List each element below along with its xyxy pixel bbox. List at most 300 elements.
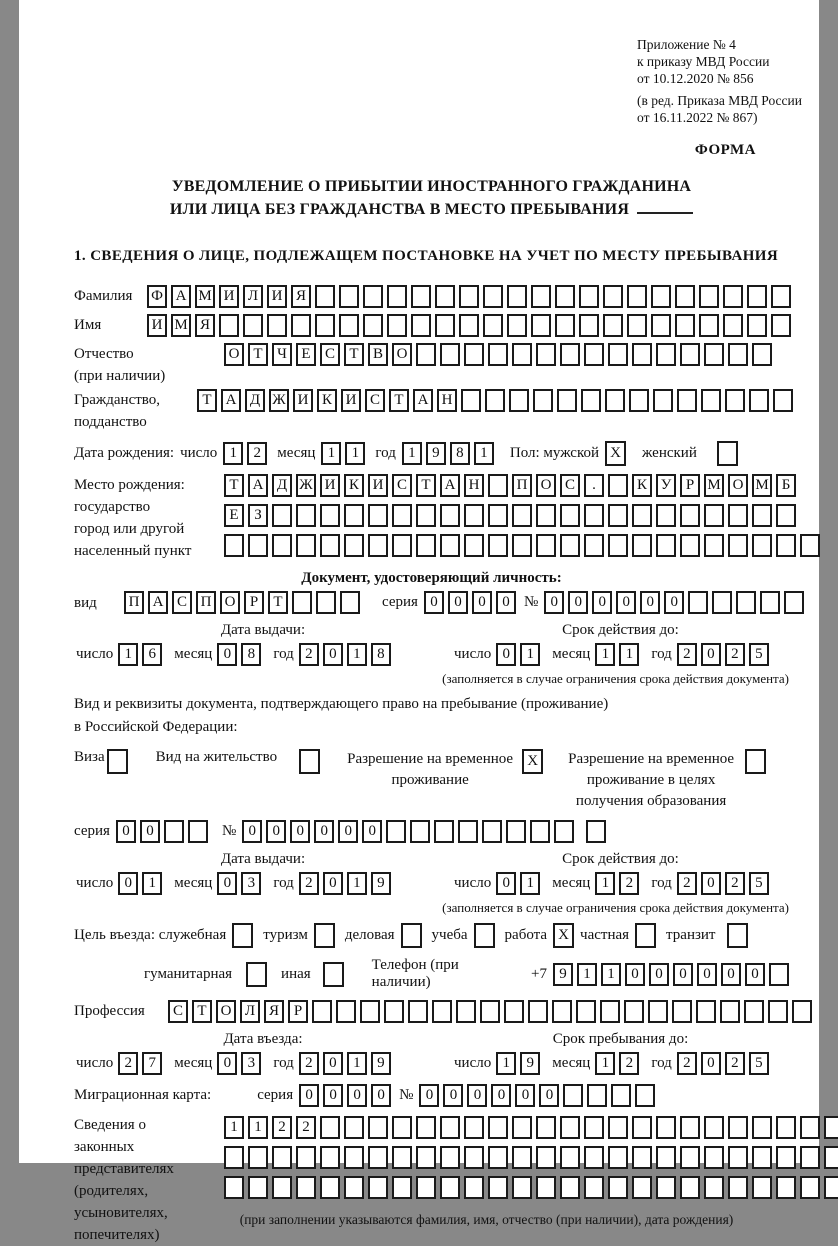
char-cell[interactable]: К: [344, 474, 364, 497]
char-cell[interactable]: [632, 343, 652, 366]
char-cell[interactable]: 1: [520, 872, 540, 895]
char-cell[interactable]: [752, 343, 772, 366]
char-cell[interactable]: [464, 534, 484, 557]
char-cell[interactable]: [560, 504, 580, 527]
char-cell[interactable]: [776, 1176, 796, 1199]
char-cell[interactable]: 0: [496, 872, 516, 895]
char-cell[interactable]: М: [752, 474, 772, 497]
char-cell[interactable]: О: [536, 474, 556, 497]
char-cell[interactable]: [624, 1000, 644, 1023]
char-cell[interactable]: [440, 1146, 460, 1169]
char-cell[interactable]: [340, 591, 360, 614]
char-cell[interactable]: Т: [416, 474, 436, 497]
char-cell[interactable]: С: [320, 343, 340, 366]
char-cell[interactable]: [368, 1146, 388, 1169]
char-cell[interactable]: И: [147, 314, 167, 337]
char-cell[interactable]: [720, 1000, 740, 1023]
char-cell[interactable]: [272, 504, 292, 527]
char-cell[interactable]: 2: [296, 1116, 316, 1139]
char-cell[interactable]: [506, 820, 526, 843]
char-cell[interactable]: [555, 314, 575, 337]
checkbox-rvp[interactable]: X: [522, 749, 543, 774]
char-cell[interactable]: И: [341, 389, 361, 412]
char-cell[interactable]: [608, 343, 628, 366]
char-cell[interactable]: [536, 534, 556, 557]
char-cell[interactable]: [587, 1084, 607, 1107]
char-cell[interactable]: 0: [467, 1084, 487, 1107]
char-cell[interactable]: 1: [347, 1052, 367, 1075]
char-cell[interactable]: [704, 1116, 724, 1139]
char-cell[interactable]: 2: [619, 872, 639, 895]
char-cell[interactable]: [579, 285, 599, 308]
char-cell[interactable]: [725, 389, 745, 412]
char-cell[interactable]: Р: [680, 474, 700, 497]
char-cell[interactable]: [579, 314, 599, 337]
char-cell[interactable]: [384, 1000, 404, 1023]
char-cell[interactable]: 2: [725, 872, 745, 895]
char-cell[interactable]: [584, 1176, 604, 1199]
char-cell[interactable]: 6: [142, 643, 162, 666]
char-cell[interactable]: [699, 314, 719, 337]
char-cell[interactable]: [635, 1084, 655, 1107]
char-cell[interactable]: 5: [749, 872, 769, 895]
char-cell[interactable]: [530, 820, 550, 843]
char-cell[interactable]: 8: [371, 643, 391, 666]
char-cell[interactable]: Р: [288, 1000, 308, 1023]
char-cell[interactable]: Я: [195, 314, 215, 337]
char-cell[interactable]: [459, 285, 479, 308]
char-cell[interactable]: [629, 389, 649, 412]
char-cell[interactable]: [824, 1116, 838, 1139]
char-cell[interactable]: [248, 534, 268, 557]
char-cell[interactable]: [316, 591, 336, 614]
char-cell[interactable]: [560, 534, 580, 557]
checkbox-business[interactable]: [401, 923, 422, 948]
char-cell[interactable]: [488, 1116, 508, 1139]
char-cell[interactable]: Е: [224, 504, 244, 527]
char-cell[interactable]: 0: [701, 872, 721, 895]
char-cell[interactable]: [651, 314, 671, 337]
char-cell[interactable]: 2: [725, 643, 745, 666]
checkbox-other[interactable]: [323, 962, 344, 987]
char-cell[interactable]: [773, 389, 793, 412]
char-cell[interactable]: 1: [223, 442, 243, 465]
char-cell[interactable]: 1: [619, 643, 639, 666]
char-cell[interactable]: 0: [362, 820, 382, 843]
char-cell[interactable]: И: [320, 474, 340, 497]
char-cell[interactable]: [555, 285, 575, 308]
char-cell[interactable]: 0: [323, 1084, 343, 1107]
char-cell[interactable]: [336, 1000, 356, 1023]
char-cell[interactable]: 5: [749, 643, 769, 666]
char-cell[interactable]: 0: [290, 820, 310, 843]
char-cell[interactable]: [704, 1176, 724, 1199]
char-cell[interactable]: [512, 1116, 532, 1139]
char-cell[interactable]: 1: [321, 442, 341, 465]
char-cell[interactable]: [386, 820, 406, 843]
char-cell[interactable]: [488, 1176, 508, 1199]
char-cell[interactable]: С: [172, 591, 192, 614]
char-cell[interactable]: Я: [264, 1000, 284, 1023]
char-cell[interactable]: Ф: [147, 285, 167, 308]
char-cell[interactable]: 1: [577, 963, 597, 986]
char-cell[interactable]: [704, 504, 724, 527]
char-cell[interactable]: И: [267, 285, 287, 308]
char-cell[interactable]: [483, 285, 503, 308]
char-cell[interactable]: 0: [544, 591, 564, 614]
char-cell[interactable]: 0: [568, 591, 588, 614]
char-cell[interactable]: М: [195, 285, 215, 308]
char-cell[interactable]: [488, 474, 508, 497]
char-cell[interactable]: [603, 314, 623, 337]
char-cell[interactable]: [344, 1176, 364, 1199]
char-cell[interactable]: [272, 534, 292, 557]
char-cell[interactable]: 3: [241, 872, 261, 895]
checkbox-visa[interactable]: [107, 749, 128, 774]
char-cell[interactable]: [704, 534, 724, 557]
char-cell[interactable]: 0: [443, 1084, 463, 1107]
char-cell[interactable]: [464, 1116, 484, 1139]
char-cell[interactable]: [363, 314, 383, 337]
char-cell[interactable]: [224, 1176, 244, 1199]
char-cell[interactable]: [752, 1176, 772, 1199]
char-cell[interactable]: [675, 314, 695, 337]
char-cell[interactable]: [552, 1000, 572, 1023]
char-cell[interactable]: [461, 389, 481, 412]
char-cell[interactable]: [507, 314, 527, 337]
checkbox-humanitarian[interactable]: [246, 962, 267, 987]
char-cell[interactable]: [608, 504, 628, 527]
char-cell[interactable]: [680, 1176, 700, 1199]
char-cell[interactable]: [608, 534, 628, 557]
char-cell[interactable]: [512, 504, 532, 527]
char-cell[interactable]: [164, 820, 184, 843]
char-cell[interactable]: 0: [496, 643, 516, 666]
char-cell[interactable]: [435, 285, 455, 308]
char-cell[interactable]: [728, 504, 748, 527]
char-cell[interactable]: [608, 474, 628, 497]
char-cell[interactable]: [712, 591, 732, 614]
char-cell[interactable]: [440, 534, 460, 557]
char-cell[interactable]: 0: [118, 872, 138, 895]
char-cell[interactable]: [632, 1146, 652, 1169]
char-cell[interactable]: 1: [496, 1052, 516, 1075]
char-cell[interactable]: [464, 1176, 484, 1199]
char-cell[interactable]: 1: [345, 442, 365, 465]
char-cell[interactable]: [528, 1000, 548, 1023]
char-cell[interactable]: Н: [437, 389, 457, 412]
char-cell[interactable]: [272, 1146, 292, 1169]
char-cell[interactable]: [749, 389, 769, 412]
char-cell[interactable]: [485, 389, 505, 412]
char-cell[interactable]: [291, 314, 311, 337]
char-cell[interactable]: [632, 504, 652, 527]
char-cell[interactable]: [243, 314, 263, 337]
char-cell[interactable]: 1: [595, 872, 615, 895]
char-cell[interactable]: [680, 1116, 700, 1139]
char-cell[interactable]: А: [440, 474, 460, 497]
char-cell[interactable]: [392, 1116, 412, 1139]
char-cell[interactable]: В: [368, 343, 388, 366]
char-cell[interactable]: [483, 314, 503, 337]
char-cell[interactable]: [536, 504, 556, 527]
char-cell[interactable]: [392, 1176, 412, 1199]
char-cell[interactable]: [557, 389, 577, 412]
char-cell[interactable]: [800, 534, 820, 557]
char-cell[interactable]: [728, 343, 748, 366]
char-cell[interactable]: 0: [299, 1084, 319, 1107]
char-cell[interactable]: [368, 534, 388, 557]
char-cell[interactable]: [656, 504, 676, 527]
char-cell[interactable]: [653, 389, 673, 412]
char-cell[interactable]: [315, 314, 335, 337]
char-cell[interactable]: [747, 285, 767, 308]
char-cell[interactable]: А: [148, 591, 168, 614]
checkbox-tourism[interactable]: [314, 923, 335, 948]
char-cell[interactable]: [769, 963, 789, 986]
char-cell[interactable]: 0: [496, 591, 516, 614]
char-cell[interactable]: [632, 534, 652, 557]
char-cell[interactable]: 2: [677, 643, 697, 666]
char-cell[interactable]: [344, 1116, 364, 1139]
char-cell[interactable]: Ж: [269, 389, 289, 412]
char-cell[interactable]: [584, 534, 604, 557]
char-cell[interactable]: [408, 1000, 428, 1023]
char-cell[interactable]: [320, 1176, 340, 1199]
char-cell[interactable]: [219, 314, 239, 337]
char-cell[interactable]: 0: [217, 872, 237, 895]
char-cell[interactable]: [531, 285, 551, 308]
char-cell[interactable]: 0: [323, 643, 343, 666]
checkbox-rvp-edu[interactable]: [745, 749, 766, 774]
char-cell[interactable]: [512, 534, 532, 557]
char-cell[interactable]: [760, 591, 780, 614]
char-cell[interactable]: [536, 1176, 556, 1199]
checkbox-residence-permit[interactable]: [299, 749, 320, 774]
char-cell[interactable]: [728, 1176, 748, 1199]
char-cell[interactable]: [224, 534, 244, 557]
char-cell[interactable]: 1: [347, 643, 367, 666]
char-cell[interactable]: [392, 504, 412, 527]
char-cell[interactable]: 2: [677, 1052, 697, 1075]
char-cell[interactable]: [507, 285, 527, 308]
char-cell[interactable]: [608, 1116, 628, 1139]
char-cell[interactable]: [440, 1176, 460, 1199]
char-cell[interactable]: [411, 314, 431, 337]
char-cell[interactable]: 0: [217, 643, 237, 666]
char-cell[interactable]: [752, 534, 772, 557]
char-cell[interactable]: Т: [389, 389, 409, 412]
char-cell[interactable]: [656, 1176, 676, 1199]
char-cell[interactable]: [768, 1000, 788, 1023]
char-cell[interactable]: С: [365, 389, 385, 412]
char-cell[interactable]: О: [216, 1000, 236, 1023]
char-cell[interactable]: [536, 343, 556, 366]
char-cell[interactable]: [392, 1146, 412, 1169]
char-cell[interactable]: [656, 1146, 676, 1169]
char-cell[interactable]: 9: [371, 872, 391, 895]
char-cell[interactable]: [824, 1146, 838, 1169]
char-cell[interactable]: [776, 1116, 796, 1139]
char-cell[interactable]: [411, 285, 431, 308]
char-cell[interactable]: [627, 314, 647, 337]
char-cell[interactable]: 0: [697, 963, 717, 986]
char-cell[interactable]: 9: [426, 442, 446, 465]
char-cell[interactable]: [320, 534, 340, 557]
char-cell[interactable]: [632, 1176, 652, 1199]
checkbox-official[interactable]: [232, 923, 253, 948]
char-cell[interactable]: О: [224, 343, 244, 366]
char-cell[interactable]: [392, 534, 412, 557]
char-cell[interactable]: 5: [749, 1052, 769, 1075]
char-cell[interactable]: [771, 314, 791, 337]
char-cell[interactable]: А: [171, 285, 191, 308]
char-cell[interactable]: 0: [371, 1084, 391, 1107]
char-cell[interactable]: [488, 343, 508, 366]
char-cell[interactable]: [344, 504, 364, 527]
char-cell[interactable]: [456, 1000, 476, 1023]
char-cell[interactable]: [464, 504, 484, 527]
char-cell[interactable]: 0: [701, 1052, 721, 1075]
char-cell[interactable]: [586, 820, 606, 843]
char-cell[interactable]: 0: [323, 872, 343, 895]
char-cell[interactable]: П: [196, 591, 216, 614]
char-cell[interactable]: 1: [402, 442, 422, 465]
char-cell[interactable]: Т: [192, 1000, 212, 1023]
char-cell[interactable]: [752, 1146, 772, 1169]
char-cell[interactable]: М: [704, 474, 724, 497]
char-cell[interactable]: [680, 534, 700, 557]
char-cell[interactable]: 0: [314, 820, 334, 843]
char-cell[interactable]: 1: [142, 872, 162, 895]
char-cell[interactable]: [747, 314, 767, 337]
char-cell[interactable]: 0: [424, 591, 444, 614]
char-cell[interactable]: [509, 389, 529, 412]
char-cell[interactable]: [792, 1000, 812, 1023]
char-cell[interactable]: П: [124, 591, 144, 614]
char-cell[interactable]: [605, 389, 625, 412]
char-cell[interactable]: [296, 1146, 316, 1169]
checkbox-work[interactable]: X: [553, 923, 574, 948]
char-cell[interactable]: [440, 343, 460, 366]
char-cell[interactable]: Т: [248, 343, 268, 366]
char-cell[interactable]: 0: [242, 820, 262, 843]
char-cell[interactable]: [435, 314, 455, 337]
char-cell[interactable]: [563, 1084, 583, 1107]
char-cell[interactable]: [312, 1000, 332, 1023]
char-cell[interactable]: [320, 504, 340, 527]
char-cell[interactable]: К: [632, 474, 652, 497]
char-cell[interactable]: [728, 1146, 748, 1169]
char-cell[interactable]: [416, 1116, 436, 1139]
char-cell[interactable]: [581, 389, 601, 412]
char-cell[interactable]: У: [656, 474, 676, 497]
char-cell[interactable]: [680, 343, 700, 366]
char-cell[interactable]: [704, 343, 724, 366]
char-cell[interactable]: [224, 1146, 244, 1169]
char-cell[interactable]: Ж: [296, 474, 316, 497]
char-cell[interactable]: [188, 820, 208, 843]
char-cell[interactable]: 0: [625, 963, 645, 986]
char-cell[interactable]: [600, 1000, 620, 1023]
char-cell[interactable]: [315, 285, 335, 308]
char-cell[interactable]: 1: [595, 643, 615, 666]
char-cell[interactable]: [672, 1000, 692, 1023]
char-cell[interactable]: С: [168, 1000, 188, 1023]
char-cell[interactable]: [368, 504, 388, 527]
char-cell[interactable]: [387, 285, 407, 308]
char-cell[interactable]: 0: [491, 1084, 511, 1107]
char-cell[interactable]: 9: [371, 1052, 391, 1075]
char-cell[interactable]: О: [220, 591, 240, 614]
char-cell[interactable]: [482, 820, 502, 843]
char-cell[interactable]: 0: [419, 1084, 439, 1107]
char-cell[interactable]: А: [221, 389, 241, 412]
char-cell[interactable]: .: [584, 474, 604, 497]
char-cell[interactable]: Т: [197, 389, 217, 412]
char-cell[interactable]: [387, 314, 407, 337]
char-cell[interactable]: И: [368, 474, 388, 497]
checkbox-male[interactable]: X: [605, 441, 626, 466]
char-cell[interactable]: [488, 1146, 508, 1169]
char-cell[interactable]: [560, 343, 580, 366]
char-cell[interactable]: [680, 504, 700, 527]
char-cell[interactable]: [800, 1146, 820, 1169]
char-cell[interactable]: [464, 1146, 484, 1169]
char-cell[interactable]: [627, 285, 647, 308]
char-cell[interactable]: [248, 1146, 268, 1169]
char-cell[interactable]: [776, 534, 796, 557]
char-cell[interactable]: [296, 504, 316, 527]
char-cell[interactable]: [512, 343, 532, 366]
char-cell[interactable]: О: [392, 343, 412, 366]
char-cell[interactable]: 0: [673, 963, 693, 986]
char-cell[interactable]: 0: [721, 963, 741, 986]
char-cell[interactable]: [458, 820, 478, 843]
char-cell[interactable]: [611, 1084, 631, 1107]
char-cell[interactable]: [512, 1146, 532, 1169]
char-cell[interactable]: 0: [539, 1084, 559, 1107]
char-cell[interactable]: Б: [776, 474, 796, 497]
char-cell[interactable]: 0: [347, 1084, 367, 1107]
char-cell[interactable]: [675, 285, 695, 308]
char-cell[interactable]: [584, 343, 604, 366]
char-cell[interactable]: 0: [116, 820, 136, 843]
char-cell[interactable]: 0: [616, 591, 636, 614]
char-cell[interactable]: [296, 1176, 316, 1199]
char-cell[interactable]: Т: [268, 591, 288, 614]
char-cell[interactable]: 1: [474, 442, 494, 465]
char-cell[interactable]: 0: [592, 591, 612, 614]
char-cell[interactable]: [504, 1000, 524, 1023]
char-cell[interactable]: 0: [515, 1084, 535, 1107]
char-cell[interactable]: [531, 314, 551, 337]
checkbox-transit[interactable]: [727, 923, 748, 948]
char-cell[interactable]: [784, 591, 804, 614]
char-cell[interactable]: 2: [619, 1052, 639, 1075]
char-cell[interactable]: [677, 389, 697, 412]
char-cell[interactable]: 1: [248, 1116, 268, 1139]
char-cell[interactable]: Ч: [272, 343, 292, 366]
char-cell[interactable]: [576, 1000, 596, 1023]
char-cell[interactable]: И: [293, 389, 313, 412]
char-cell[interactable]: [480, 1000, 500, 1023]
char-cell[interactable]: [416, 1146, 436, 1169]
char-cell[interactable]: [248, 1176, 268, 1199]
char-cell[interactable]: [459, 314, 479, 337]
char-cell[interactable]: Н: [464, 474, 484, 497]
char-cell[interactable]: 1: [601, 963, 621, 986]
